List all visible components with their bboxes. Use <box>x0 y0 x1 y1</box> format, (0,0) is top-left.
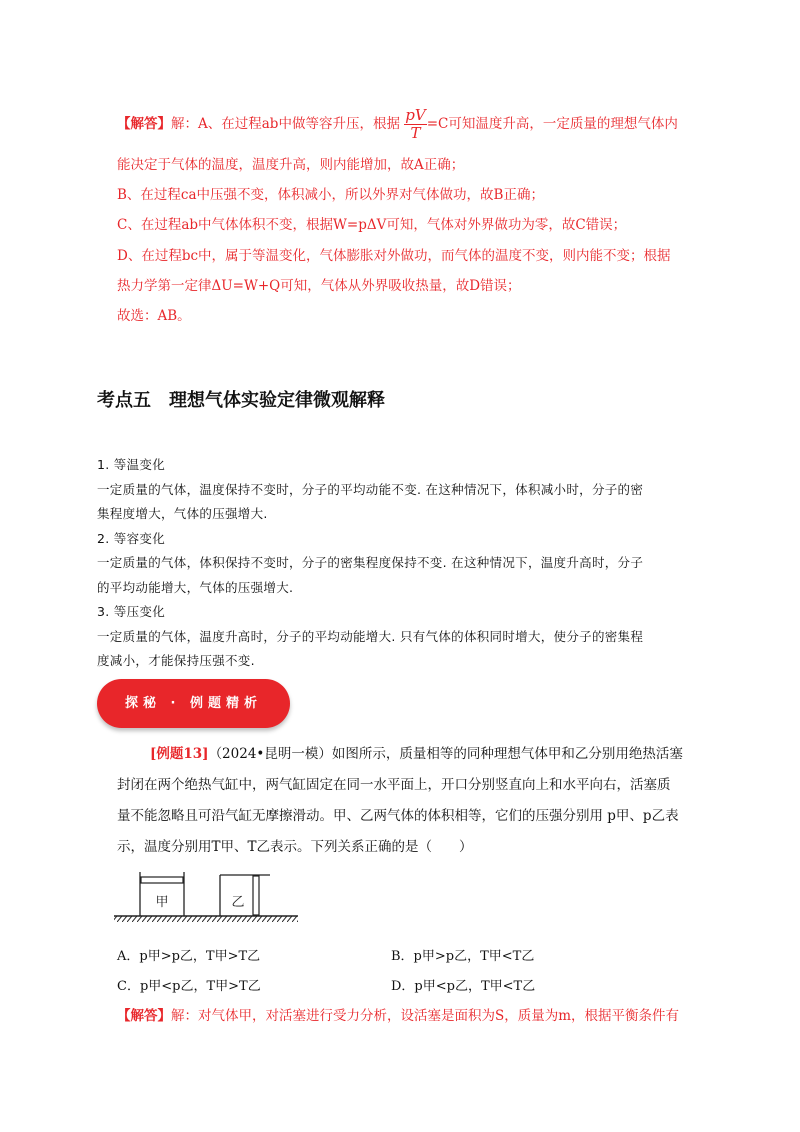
solution-line-2: 能决定于气体的温度，温度升高，则内能增加，故A正确； <box>117 157 465 173</box>
solution-text: 解：对气体甲，对活塞进行受力分析，设活塞是面积为S，质量为m，根据平衡条件有 <box>171 1008 680 1024</box>
para-2-line-2: 的平均动能增大，气体的压强增大. <box>97 580 294 595</box>
fraction-denominator: T <box>410 124 421 142</box>
solution-line-4: C、在过程ab中气体体积不变，根据W=pΔV可知，气体对外界做功为零，故C错误； <box>117 217 627 233</box>
para-1-line-2: 集程度增大，气体的压强增大. <box>97 506 268 521</box>
example-line-2: 封闭在两个绝热气缸中，两气缸固定在同一水平面上，开口分别竖直向上和水平向右，活塞质 <box>117 777 671 793</box>
example-line-3: 量不能忽略且可沿气缸无摩擦滑动。甲、乙两气体的体积相等，它们的压强分别用 p甲、p乙表 <box>117 808 679 824</box>
example-line-1 <box>150 742 683 762</box>
label-jia: 甲 <box>155 895 169 910</box>
para-3-line-2: 度减小，才能保持压强不变. <box>97 653 255 668</box>
label-yi: 乙 <box>231 895 245 910</box>
option-a[interactable]: A．p甲>p乙，T甲>T乙 <box>117 949 261 964</box>
cylinder-figure <box>112 868 302 928</box>
solution-line-1 <box>117 107 678 142</box>
option-d[interactable]: D．p甲<p乙，T甲<T乙 <box>391 979 536 994</box>
example-line-4: 示，温度分别用T甲、T乙表示。下列关系正确的是（ ） <box>117 839 473 855</box>
option-b[interactable]: B．p甲>p乙，T甲<T乙 <box>391 949 535 964</box>
solution-text: 解：A、在过程ab中做等容升压，根据 <box>171 116 400 132</box>
para-1-heading: 1. 等温变化 <box>97 457 165 472</box>
solution-line-7: 故选：AB。 <box>117 308 191 324</box>
fraction-numerator: pV <box>405 106 426 124</box>
para-2-line-1: 一定质量的气体，体积保持不变时，分子的密集程度保持不变. 在这种情况下，温度升高时，分子 <box>97 555 644 570</box>
example-text: （2024•昆明一模）如图所示，质量相等的同种理想气体甲和乙分别用绝热活塞 <box>208 746 683 762</box>
solution-line-3: B、在过程ca中压强不变，体积减小，所以外界对气体做功，故B正确； <box>117 187 544 203</box>
answer-bracket: 【解答】 <box>117 1008 171 1024</box>
para-1-line-1: 一定质量的气体，温度保持不变时，分子的平均动能不变. 在这种情况下，体积减小时，分子的密 <box>97 482 644 497</box>
solution-2-line-1 <box>117 1004 679 1024</box>
example-banner: 探秘 · 例题精析 <box>97 679 290 728</box>
para-2-heading: 2. 等容变化 <box>97 531 165 546</box>
solution-text: =C可知温度升高，一定质量的理想气体内 <box>426 116 678 132</box>
piston-a <box>141 877 183 883</box>
answer-bracket: 【解答】 <box>117 116 171 132</box>
para-3-line-1: 一定质量的气体，温度升高时，分子的平均动能增大. 只有气体的体积同时增大，使分子的密集程 <box>97 629 644 644</box>
solution-line-6: 热力学第一定律ΔU=W+Q可知，气体从外界吸收热量，故D错误； <box>117 278 521 294</box>
para-3-heading: 3. 等压变化 <box>97 604 165 619</box>
solution-line-5: D、在过程bc中，属于等温变化，气体膨胀对外做功，而气体的温度不变，则内能不变；根据 <box>117 248 671 264</box>
formula-fraction <box>404 107 426 142</box>
section-title: 考点五 理想气体实验定律微观解释 <box>97 390 385 411</box>
piston-b <box>253 876 259 915</box>
ground-hatch <box>114 916 298 922</box>
example-tag: [例题13] <box>150 746 209 762</box>
option-c[interactable]: C．p甲<p乙，T甲>T乙 <box>117 979 261 994</box>
